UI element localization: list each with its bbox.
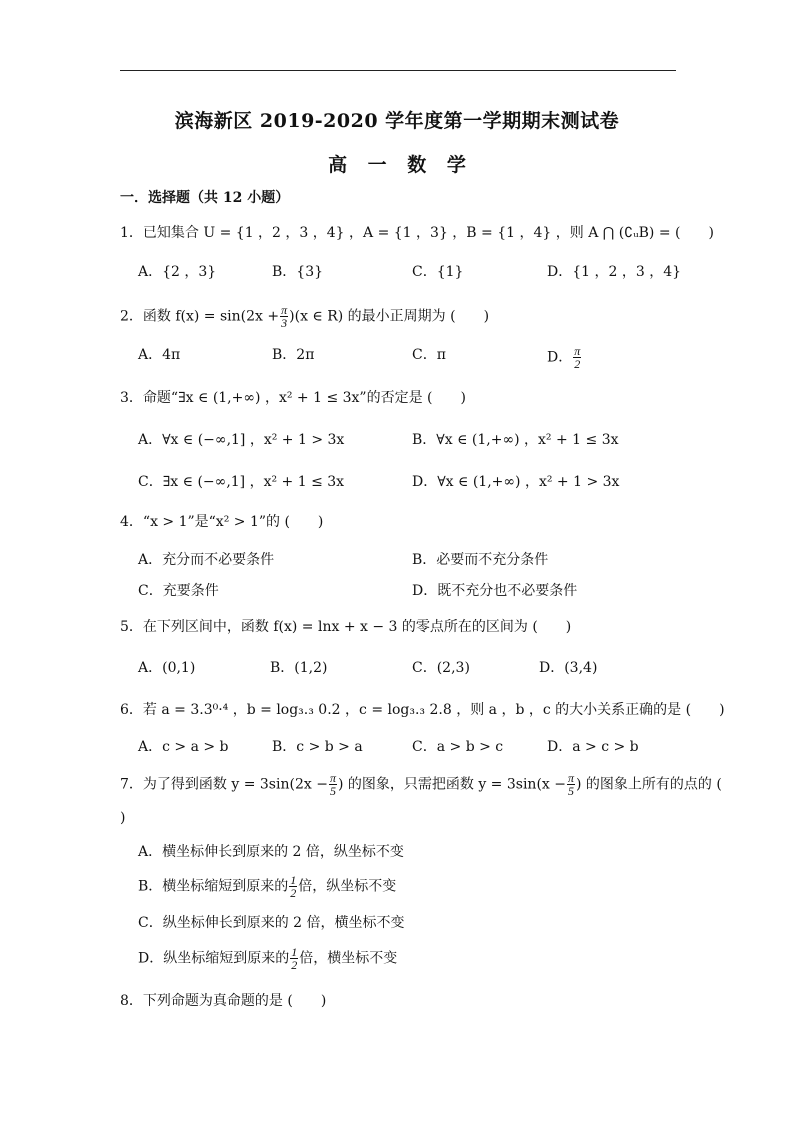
- question-4-option-a: A．充分而不必要条件: [138, 552, 275, 568]
- header-rule: [120, 70, 676, 71]
- question-7-fraction-2: $\frac{\pi}{5}$: [567, 771, 574, 798]
- question-4-option-d: D．既不充分也不必要条件: [412, 583, 578, 599]
- question-7-option-d-fraction: $\frac{1}{2}$: [291, 945, 298, 972]
- question-4-option-c: C．充要条件: [138, 583, 219, 599]
- question-7-option-d: D．纵坐标缩短到原来的 $\frac{1}{2}$ 倍，横坐标不变: [138, 945, 398, 972]
- question-2-stem: [120, 304, 489, 329]
- question-2-stem-after: )(x ∈ R) 的最小正周期为 ( ): [289, 308, 490, 325]
- question-2-option-a: A．4π: [138, 347, 181, 363]
- question-2-stem-before: 2．函数 f(x) = sin(2x +: [120, 308, 280, 325]
- question-7-stem-wrap: ): [120, 810, 126, 826]
- question-5-option-a: A．(0,1): [138, 660, 196, 676]
- question-7-fraction-1: $\frac{\pi}{5}$: [329, 771, 336, 798]
- question-1-option-c: C．{1}: [412, 264, 464, 280]
- question-2-option-d: D． $\frac{\pi}{2}$: [547, 344, 581, 371]
- question-1-option-a: A．{2 ，3}: [138, 264, 217, 280]
- question-3-option-a: A．∀x ∈ (−∞,1] ，x² + 1 > 3x: [138, 432, 345, 448]
- question-7-option-a: A．横坐标伸长到原来的 2 倍，纵坐标不变: [138, 844, 404, 860]
- exam-title: 滨海新区 2019-2020 学年度第一学期期末测试卷: [174, 110, 620, 132]
- question-5-stem: 5．在下列区间中，函数 f(x) = lnx + x − 3 的零点所在的区间为 ( ): [120, 619, 572, 635]
- exam-subtitle: 高 一 数 学: [328, 154, 466, 176]
- question-8-stem: 8．下列命题为真命题的是 ( ): [120, 993, 327, 1009]
- question-7-option-b: B．横坐标缩短到原来的 $\frac{1}{2}$ 倍，纵坐标不变: [138, 873, 397, 900]
- question-2-option-d-fraction: $\frac{\pi}{2}$: [574, 344, 581, 371]
- question-3-option-c: C．∃x ∈ (−∞,1] ，x² + 1 ≤ 3x: [138, 474, 345, 490]
- question-3-option-d: D．∀x ∈ (1,+∞) ，x² + 1 > 3x: [412, 474, 620, 490]
- question-7-option-c: C．纵坐标伸长到原来的 2 倍，横坐标不变: [138, 915, 405, 931]
- question-7-option-b-fraction: $\frac{1}{2}$: [290, 873, 297, 900]
- question-7-stem: 7．为了得到函数 y = 3sin(2x − $\frac{\pi}{5}$ ) 的图象，只需把函数 y = 3sin(x − $\frac{\pi}{5}$ ) 的图象上所有的点的 (: [120, 771, 722, 798]
- question-2-option-c: C．π: [412, 347, 446, 363]
- question-6-stem: 6．若 a = 3.3⁰·⁴ ，b = log₃.₃ 0.2 ，c = log₃.₃ 2.8 ，则 a ，b ，c 的大小关系正确的是 ( ): [120, 702, 725, 718]
- question-6-option-c: C．a > b > c: [412, 739, 504, 755]
- question-6-option-d: D．a > c > b: [547, 739, 639, 755]
- question-2-fraction: $\frac{\pi}{3}$: [281, 303, 288, 330]
- question-6-option-b: B．c > b > a: [272, 739, 363, 755]
- question-4-option-b: B．必要而不充分条件: [412, 552, 549, 568]
- question-1-option-d: D．{1 ，2 ，3 ，4}: [547, 264, 682, 280]
- question-4-stem: 4．“x > 1”是“x² > 1”的 ( ): [120, 514, 324, 530]
- question-5-option-d: D．(3,4): [539, 660, 598, 676]
- question-3-option-b: B．∀x ∈ (1,+∞) ，x² + 1 ≤ 3x: [412, 432, 619, 448]
- question-6-option-a: A．c > a > b: [138, 739, 229, 755]
- question-1-stem: 1．已知集合 U = {1 ，2 ，3 ，4} ，A = {1 ，3} ，B = {1 ，4} ，则 A ⋂ (∁ᵤB) = ( ): [120, 225, 714, 241]
- question-2-option-b: B．2π: [272, 347, 315, 363]
- question-5-option-b: B．(1,2): [270, 660, 328, 676]
- section-heading: 一．选择题（共 12 小题）: [120, 190, 290, 206]
- question-3-stem: 3．命题“∃x ∈ (1,+∞) ，x² + 1 ≤ 3x”的否定是 ( ): [120, 390, 466, 406]
- question-5-option-c: C．(2,3): [412, 660, 470, 676]
- question-1-option-b: B．{3}: [272, 264, 324, 280]
